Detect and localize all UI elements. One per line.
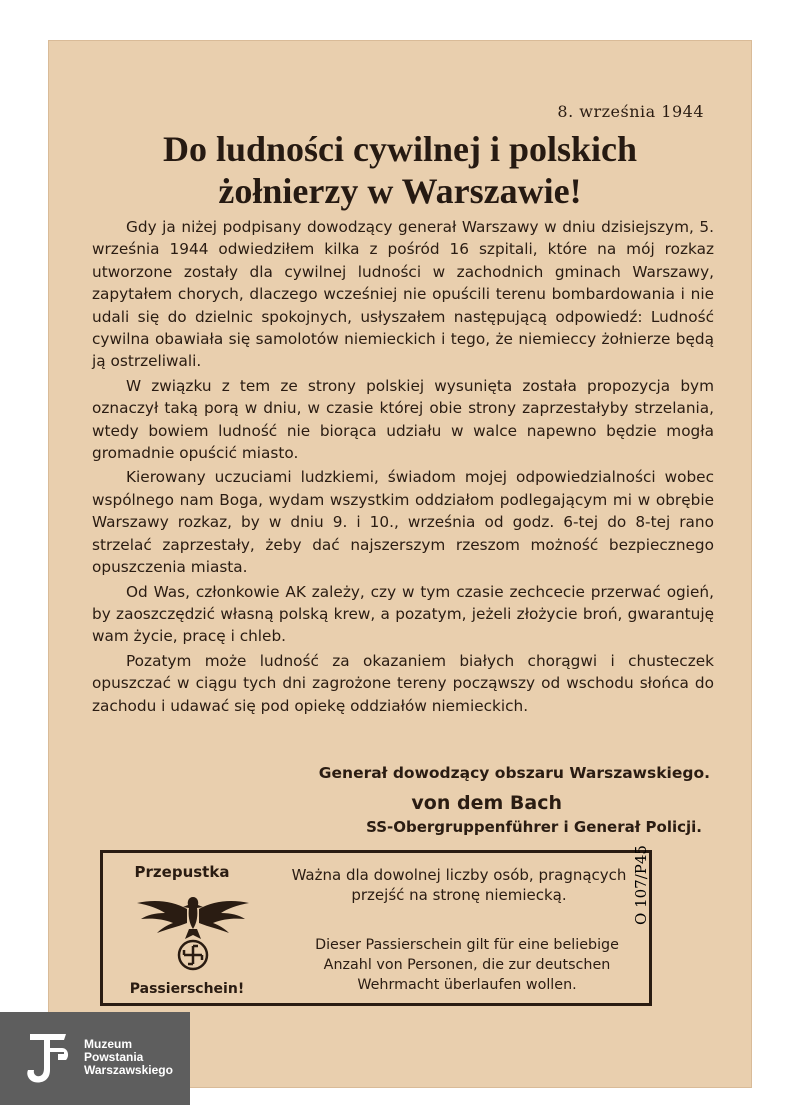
- pass-coupon: [100, 850, 652, 1006]
- title-line-2: żołnierzy w Warszawie!: [218, 171, 582, 211]
- museum-name-line-2: Powstania: [84, 1050, 144, 1064]
- museum-watermark: [0, 1012, 190, 1105]
- pass-footer: Passierschein!: [129, 981, 245, 997]
- paragraph-1: Gdy ja niżej podpisany dowodzący generał Warszawy w dniu dzisiejszym, 5. września 1944 odwiedziłem kilka z pośród 16 szpitali, które na mój rozkaz utworzone zostały dla cywilnej ludności w zachodnich gminach Warszawy, zapytałem chorych, dlaczego wcześniej nie opuścili terenu bombardowania i nie udali się do dzielnic spokojnych, usłyszałem następującą odpowiedź: Ludność cywilna obawiała się samolotów niemieckich i tego, że niemieccy żołnierze będą ją ostrzeliwali.: [92, 218, 714, 371]
- museum-name-line-1: Muzeum: [84, 1037, 132, 1051]
- eagle-emblem-icon: [133, 883, 253, 971]
- paragraph-3: Kierowany uczuciami ludzkiemi, świadom mojej odpowiedzialności wobec wspólnego nam Boga, wydam wszystkim oddziałom podlegającym mi w obrębie Warszawy rozkaz, by w dniu 9. i 10., września od godz. 6-tej do 8-tej rano strzelać zaprzestały, żeby dać najszerszym rzeszom możność bezpiecznego opuszczenia miasta.: [92, 468, 714, 577]
- leaflet-date: 8. września 1944: [557, 102, 704, 121]
- paragraph-2: W związku z tem ze strony polskiej wysunięta została propozycja bym oznaczył taką porą w dniu, w czasie której obie strony zaprzestałyby strzelania, wtedy bowiem ludność nie biorąca udziału w walce napewno będzie mogła gromadnie opuścić miasto.: [92, 376, 714, 463]
- leaflet-code: O 107/P45: [632, 845, 650, 925]
- leaflet-title: [48, 128, 752, 212]
- leaflet-body: [92, 216, 714, 717]
- museum-name-line-3: Warszawskiego: [84, 1063, 173, 1077]
- pass-title: Przepustka: [134, 863, 230, 881]
- signature-title: SS-Obergruppenführer i Generał Policji.: [366, 818, 702, 836]
- title-line-1: Do ludności cywilnej i polskich: [162, 129, 638, 169]
- pass-polish-text: Ważna dla dowolnej liczby osób, pragnących przejść na stronę niemiecką.: [291, 866, 627, 904]
- signature-rank: Generał dowodzący obszaru Warszawskiego.: [318, 764, 710, 782]
- museum-logo-icon: [20, 1030, 76, 1088]
- leaflet-paper: [48, 40, 752, 1088]
- pass-german-text: Dieser Passierschein gilt für eine beliebige Anzahl von Personen, die zur deutschen Wehrmacht überlaufen wollen.: [315, 937, 619, 993]
- museum-name: [84, 1038, 173, 1077]
- paragraph-5: Pozatym może ludność za okazaniem białych chorągwi i chusteczek opuszczać w ciągu tych dni zagrożone tereny począwszy od wschodu słońca do zachodu i udawać się pod opiekę oddziałów niemieckich.: [92, 651, 714, 715]
- paragraph-4: Od Was, członkowie AK zależy, czy w tym czasie zechcecie przerwać ogień, by zaoszczędzić własną polską krew, a pozatym, jeżeli złożycie broń, gwarantuję wam życie, pracę i chleb.: [92, 582, 714, 646]
- signature-name: von dem Bach: [411, 792, 562, 814]
